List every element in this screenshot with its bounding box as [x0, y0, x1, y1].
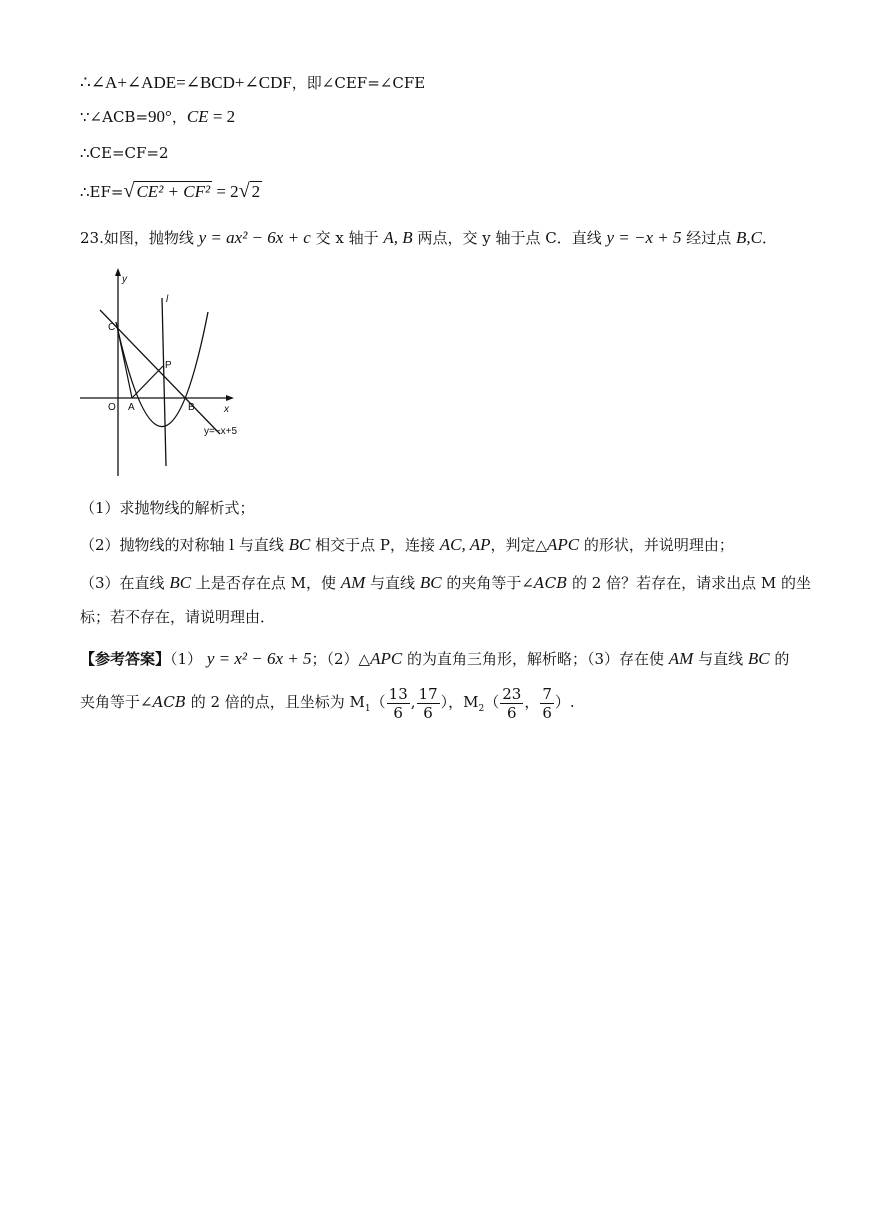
answer-3-end: 的 [769, 650, 790, 668]
q3-text-e: 与直线 [365, 574, 420, 592]
m1-open: （ [370, 693, 386, 711]
answer-3-bc: BC [747, 649, 770, 668]
question-1 [80, 497, 255, 519]
label-x: x [224, 404, 229, 415]
proof-line-3 [80, 142, 169, 164]
problem-text-d: 经过点 [681, 229, 737, 247]
ce-value: = 2 [208, 107, 236, 126]
label-b: B [188, 402, 195, 413]
points-bc: B,C [736, 228, 763, 247]
q3-text-g: 的夹角等于∠ [441, 574, 534, 592]
answer-b1: 夹角等于∠ [80, 693, 153, 711]
ef-label: ∴EF= [80, 183, 124, 201]
points-ab: A, B [383, 228, 413, 247]
question-3-line-1 [80, 572, 811, 594]
m1-subscript: 1 [364, 704, 371, 714]
m2-close: ）. [554, 693, 575, 711]
angle-equation: ∴∠A+∠ADE=∠BCD+∠CDF [80, 73, 292, 92]
q3-text-a: （3）在直线 [80, 574, 170, 592]
q3-bc-2: BC [419, 573, 442, 592]
label-a: A [128, 402, 135, 413]
answer-b1-rest: 的 2 倍的点，且坐标为 M [185, 693, 365, 711]
ef-radicand: CE² + CF² [136, 182, 211, 201]
q2-bc: BC [288, 535, 311, 554]
ef-equals: = 2 [212, 182, 239, 201]
m2-open: （ [484, 693, 500, 711]
answer-line-1 [80, 648, 789, 670]
question-2 [80, 534, 734, 556]
question-3-line-2 [80, 606, 275, 628]
m2-y-fraction [540, 685, 554, 722]
q2-apc: APC [547, 535, 580, 554]
m2-x-den: 6 [507, 703, 517, 722]
q3-text-j: 标；若不存在，请说明理由． [80, 608, 276, 626]
q3-text-c: 上是否存在点 M，使 [191, 574, 341, 592]
proof-line-2 [80, 106, 235, 128]
label-line-eq: y=−x+5 [204, 426, 238, 437]
label-p: P [165, 360, 172, 371]
x-axis-arrow [226, 395, 234, 401]
label-c: C [108, 322, 116, 333]
m1-y-num: 17 [418, 684, 438, 703]
answer-1-label: （1） [170, 650, 207, 668]
q1-text: （1）求抛物线的解析式； [80, 499, 255, 517]
m1-x-num: 13 [388, 684, 408, 703]
problem-text-b: 交 x 轴于 [310, 229, 384, 247]
m1-close: ），M [440, 693, 479, 711]
q3-text-i: 的 2 倍？若存在，请求出点 M 的坐 [567, 574, 811, 592]
label-l: l [166, 294, 169, 305]
sqrt-sign-2: √ [238, 180, 250, 202]
answer-2-apc: APC [370, 649, 403, 668]
proof-line-1 [80, 72, 425, 94]
answer-3-mid: 与直线 [693, 650, 748, 668]
answer-2-label: ；（2）△ [311, 650, 371, 668]
label-o: O [108, 402, 116, 413]
separator: ， [171, 108, 187, 126]
q3-bc: BC [169, 573, 192, 592]
ef-root: 2 [251, 182, 261, 201]
parabola-equation: y = ax² − 6x + c [198, 228, 311, 247]
problem-text-a: 如图，抛物线 [103, 229, 199, 247]
m2-subscript: 2 [478, 704, 485, 714]
ce-label: CE [186, 107, 209, 126]
ce-cf-equality: ∴CE=CF=2 [80, 144, 169, 162]
problem-number: 23. [80, 229, 104, 247]
q2-ac-ap: AC, AP [439, 535, 491, 554]
answer-1-equation: y = x² − 6x + 5 [206, 649, 312, 668]
problem-text-c: 两点，交 y 轴于点 C．直线 [412, 229, 607, 247]
m2-x-num: 23 [502, 684, 522, 703]
m2-x-fraction [500, 685, 523, 722]
q2-text-g: 的形状，并说明理由； [579, 536, 734, 554]
parabola-figure [78, 266, 248, 484]
answer-3-am: AM [668, 649, 694, 668]
q3-acb: ACB [533, 574, 568, 592]
symmetry-axis-l [162, 298, 166, 466]
m1-x-fraction [387, 685, 410, 722]
angle-conclusion: ，即∠CEF=∠CFE [291, 74, 426, 92]
label-y: y [122, 274, 127, 285]
m1-x-den: 6 [393, 703, 403, 722]
m1-comma: , [410, 693, 416, 711]
q2-text-e: ，判定△ [490, 536, 548, 554]
answer-2-text: 的为直角三角形，解析略；（3）存在使 [402, 650, 669, 668]
problem-statement [80, 227, 777, 249]
right-angle-value: 90° [148, 107, 172, 126]
line-equation: y = −x + 5 [606, 228, 682, 247]
q2-text-a: （2）抛物线的对称轴 l 与直线 [80, 536, 289, 554]
m2-y-num: 7 [542, 684, 552, 703]
segment-ap [132, 366, 163, 398]
given-angle: ∵∠ACB= [80, 108, 149, 126]
m1-y-fraction [417, 685, 440, 722]
q3-am: AM [340, 573, 366, 592]
answer-tag: 【参考答案】 [80, 650, 171, 668]
m2-y-den: 6 [542, 703, 552, 722]
m1-y-den: 6 [423, 703, 433, 722]
q2-text-c: 相交于点 P，连接 [310, 536, 440, 554]
problem-text-e: ． [762, 229, 778, 247]
answer-line-2 [80, 682, 575, 729]
segment-ac [117, 326, 132, 398]
m2-comma: ， [524, 693, 540, 711]
answer-acb: ACB [152, 693, 186, 711]
sqrt-sign: √ [123, 180, 135, 202]
y-axis-arrow [115, 268, 121, 276]
proof-line-4 [80, 180, 262, 203]
